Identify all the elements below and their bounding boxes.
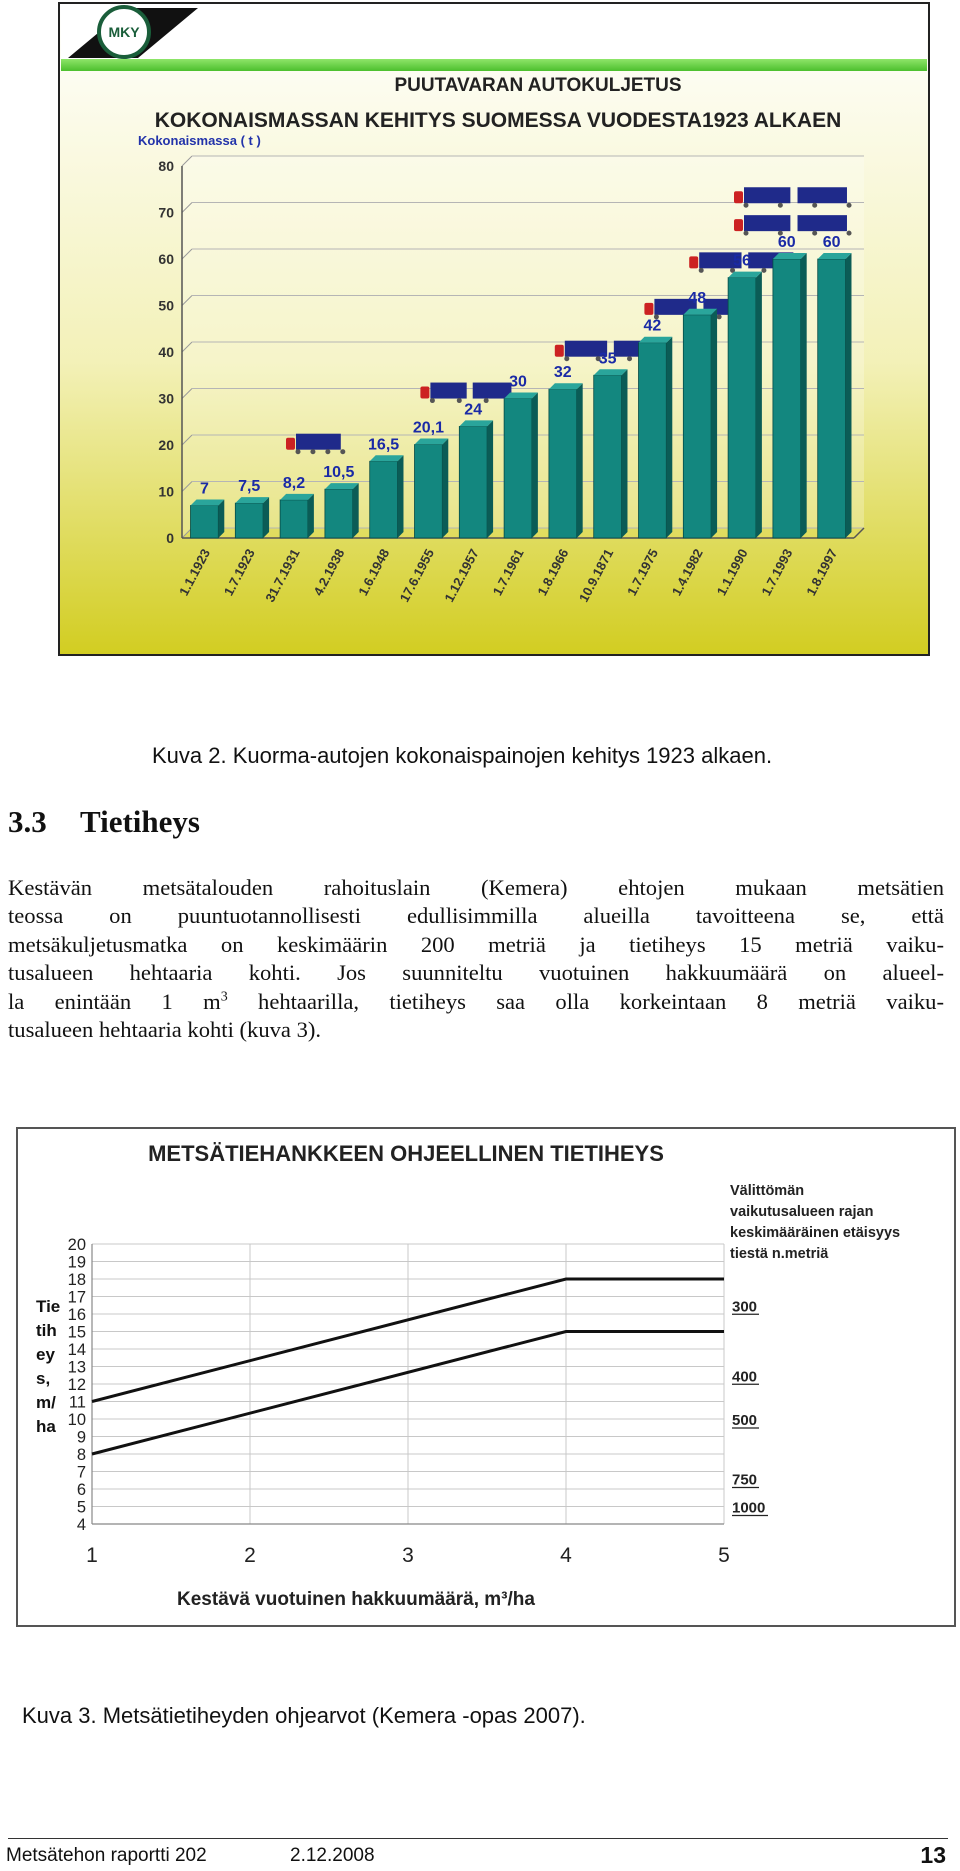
y-tick-label: 60 [158,251,174,267]
x-tick-label: 1.7.1975 [624,546,662,599]
bar [235,497,269,538]
right-axis-label: 300 [732,1298,758,1316]
y-tick-label: 17 [67,1288,86,1307]
y-tick-label: 15 [67,1323,86,1342]
x-tick-label: 1.7.1993 [758,546,796,599]
bar [191,499,225,538]
y-tick-label: 30 [158,390,174,407]
bar-front [415,445,443,538]
body-line [8,988,944,1016]
y-tick-label: 8 [76,1446,86,1464]
body-paragraph [8,874,944,1044]
x-tick-label: 1.7.1923 [220,546,258,599]
body-line-part: la enintään 1 m [8,988,221,1014]
figure-truck-mass-chart [58,2,930,656]
bar-side [756,272,762,538]
right-axis-title-line: Välittömän [730,1183,805,1199]
bar-side [218,499,224,538]
y-tick-label: 16 [67,1306,86,1324]
bar-front [370,461,398,538]
y-axis-label-line: s, [36,1369,51,1388]
figure-road-density-chart [16,1127,956,1627]
bar-value-label: 16,5 [368,436,400,454]
bar-value-label: 20,1 [412,419,444,437]
bar [504,393,538,539]
bar [594,369,628,538]
right-axis-title-line: vaikutusalueen rajan [730,1204,874,1220]
body-line: Kestävän metsätalouden rahoituslain (Kemera) ehtojen mukaan metsätien [8,875,944,900]
bar-value-label: 35 [598,350,617,368]
section-number: 3.3 [8,804,47,839]
y-tick-label: 5 [76,1498,86,1517]
bar-value-label: 10,5 [323,464,355,482]
bar-side [621,369,627,538]
figure1-caption: Kuva 2. Kuorma-autojen kokonaispainojen kehitys 1923 alkaen. [152,743,773,768]
y-tick-label: 11 [68,1393,86,1412]
page-number: 13 [920,1842,946,1868]
bar-value-label: 7 [199,480,209,498]
bar-side [711,309,717,538]
x-tick-label: 2 [244,1544,256,1567]
footer-rule [8,1838,948,1839]
y-tick-label: 6 [76,1481,86,1499]
right-axis-title-line: tiestä n.metriä [730,1246,829,1262]
truck-mass-bar-chart [58,2,930,656]
bar-value-label: 56 [733,252,751,270]
footer-date: 2.12.2008 [290,1845,375,1866]
bar-front [594,375,622,538]
right-axis-title-line: keskimääräinen etäisyys [730,1225,901,1241]
right-axis-label: 1000 [732,1499,766,1517]
body-line: tusalueen hehtaaria kohti (kuva 3). [8,1017,322,1043]
y-tick-label: 4 [76,1516,86,1534]
y-tick-label: 12 [67,1376,86,1394]
x-tick-label: 17.6.1955 [396,546,438,605]
bar-side [353,483,359,538]
figure2-x-axis-label: Kestävä vuotuinen hakkuumäärä, m³/ha [177,1589,535,1610]
body-line: tusalueen hehtaaria kohti. Jos suunniteltu vuotuinen hakkuumäärä on alueel- [8,960,944,986]
bar-value-label: 7,5 [238,478,261,496]
bar-side [532,393,538,539]
bar-front [459,426,487,538]
bar-front [683,315,711,538]
y-axis-label-line: tih [36,1321,57,1340]
figure2-frame [17,1128,955,1626]
bar-front [191,505,219,538]
x-tick-label: 1.1.1990 [713,546,751,599]
footer-report-name: Metsätehon raportti 202 [6,1845,207,1866]
bar-front [235,503,263,538]
bar [325,483,359,538]
y-tick-label: 7 [76,1463,86,1482]
superscript: 3 [220,989,228,1005]
bar [415,439,449,538]
bar-side [845,253,851,538]
x-tick-label: 1.8.1997 [803,546,841,599]
section-heading [8,804,200,840]
y-tick-label: 20 [67,1236,86,1254]
bar-value-label: 30 [509,373,527,391]
x-tick-label: 4 [560,1544,572,1567]
bar [370,455,404,538]
y-tick-label: 80 [158,158,174,174]
x-tick-label: 1.1.1923 [176,546,214,599]
body-line: metsäkuljetusmatka on keskimäärin 200 metriä ja tietiheys 15 metriä vaiku- [8,931,944,957]
y-tick-label: 19 [67,1253,86,1272]
x-tick-label: 1.8.1966 [534,546,572,599]
y-axis-label-line: m/ [36,1393,56,1412]
bar [773,253,807,538]
y-axis-label-line: Tie [36,1297,61,1316]
x-tick-label: 1.4.1982 [668,546,706,599]
bar [280,494,314,538]
bar [549,383,583,538]
y-tick-label: 18 [67,1271,86,1289]
x-tick-label: 3 [402,1544,414,1567]
bar [683,309,717,538]
x-tick-label: 31.7.1931 [262,546,303,605]
bar-side [487,420,493,538]
bar-front [504,399,532,539]
x-tick-label: 1.7.1961 [489,546,527,599]
bar-side [577,383,583,538]
right-axis-label: 400 [732,1368,758,1386]
bar-front [549,389,577,538]
bar-side [666,337,672,538]
right-axis-label: 750 [732,1471,758,1489]
section-title: Tietiheys [80,804,200,839]
logo-text: MKY [108,24,140,40]
y-axis-label-line: ha [36,1417,56,1436]
bar-side [801,253,807,538]
bar-value-label: 32 [553,364,572,382]
right-axis-label: 500 [732,1412,758,1429]
figure2-title: METSÄTIEHANKKEEN OHJEELLINEN TIETIHEYS [148,1141,664,1166]
bar-front [728,278,756,538]
y-tick-label: 70 [158,204,174,221]
y-tick-label: 10 [158,483,174,500]
x-tick-label: 1.12.1957 [441,546,482,605]
bar-side [263,497,269,538]
x-tick-label: 5 [718,1544,730,1567]
bar-front [639,343,667,538]
bar [728,272,762,538]
y-tick-label: 9 [76,1428,86,1447]
bar-side [442,439,448,538]
x-tick-label: 1 [86,1544,98,1567]
body-line-part: hehtaarilla, tietiheys saa olla korkeintaan 8 metriä vaiku- [227,988,944,1014]
figure2-caption: Kuva 3. Metsätietiheyden ohjearvot (Kemera -opas 2007). [22,1703,586,1728]
figure1-y-axis-label: Kokonaismassa ( t ) [138,133,261,148]
bar-front [818,259,846,538]
bar-value-label: 60 [777,234,796,251]
y-tick-label: 40 [158,344,174,360]
y-tick-label: 50 [158,297,174,314]
green-band [61,59,927,71]
bar-value-label: 24 [464,401,483,419]
bar [459,420,493,538]
bar-side [308,494,314,538]
x-tick-label: 1.6.1948 [355,546,393,599]
body-line: teossa on puuntuotannollisesti edullisimmilla alueilla tavoitteena se, että [8,903,944,929]
figure1-title-line2: KOKONAISMASSAN KEHITYS SUOMESSA VUODESTA1923 ALKAEN [154,109,842,132]
y-tick-label: 20 [158,437,174,453]
y-axis-label-line: ey [36,1345,55,1364]
y-tick-label: 13 [67,1358,86,1377]
bar-value-label: 42 [643,317,662,335]
figure1-title-line1: PUUTAVARAN AUTOKULJETUS [394,75,682,96]
bar [818,253,852,538]
bar-value-label: 48 [688,289,707,307]
y-tick-label: 0 [166,530,174,546]
x-tick-label: 4.2.1938 [310,546,348,599]
bar-front [325,489,353,538]
bar-front [773,259,801,538]
bar-value-label: 60 [822,234,841,251]
bar-front [280,500,308,538]
bar-value-label: 8,2 [282,474,306,492]
road-density-line-chart [16,1127,956,1627]
y-tick-label: 10 [67,1411,86,1429]
bar-side [397,455,403,538]
y-tick-label: 14 [67,1341,86,1359]
x-tick-label: 10.9.1871 [575,546,617,605]
bar [639,337,673,538]
